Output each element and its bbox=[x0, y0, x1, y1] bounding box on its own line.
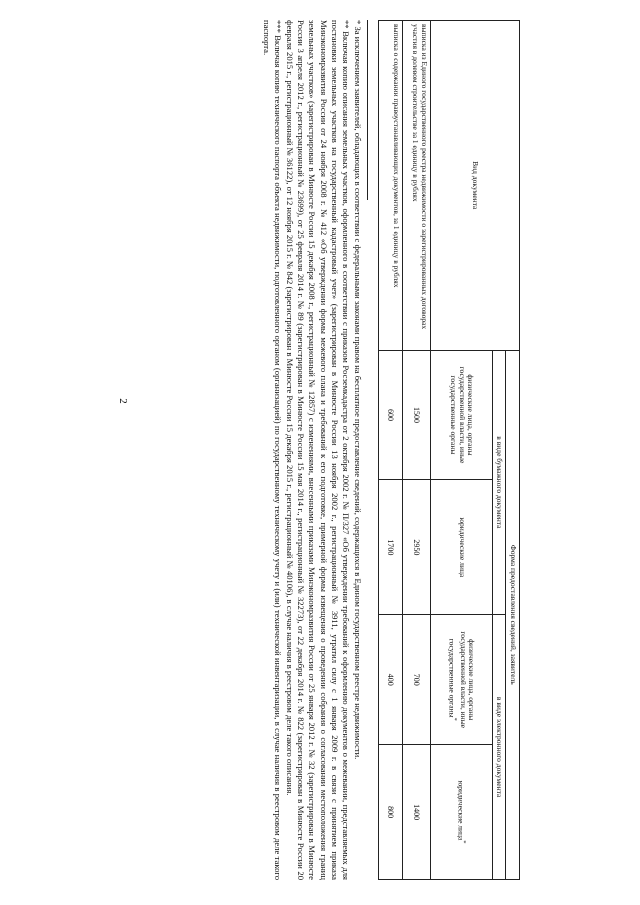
footnote-1: * За исключением заявителей, обладающих в соответствии с федеральными законами правом на бесплатное предоставление сведений, содержащихся в Едином государственном реестре недвижимости. bbox=[352, 20, 363, 760]
header-paper-legal: юридические лица bbox=[430, 480, 492, 615]
header-paper: в виде бумажного документа bbox=[492, 350, 506, 615]
row-1-e-phys: 700 bbox=[402, 615, 430, 745]
row-1-e-legal: 1400 bbox=[402, 745, 430, 880]
header-electronic-legal-text: юридические лица bbox=[456, 780, 466, 841]
rotated-page-content bbox=[160, 20, 520, 880]
row-2-paper-phys: 600 bbox=[378, 350, 402, 480]
header-electronic-legal bbox=[430, 745, 492, 880]
footnote-divider bbox=[367, 20, 368, 200]
footnote-mark: * bbox=[451, 717, 459, 721]
footnote-2: ** Включая копию описания земельных участков, оформленного в соответствии с приказом Росземкадастра от 2 октября 2002 г. № П/327 «Об утверждении требований к оформлению документов о межевании, представляемых для постановки земельных участков на государственный кадастровый учет» (зарегистрирован в Минюсте России 13 ноября 2002 г., регистрационный № 3911, утратил силу с 1 января 2009 г. в связи с принятием приказа Минэкономразвития России от 24 ноября 2008 г. № 412 «Об утверждении формы межевого плана и требований к его подготовке, примерной формы извещения о проведении собрания о согласовании местоположения границ земельных участков» (зарегистрирован в Минюсте России 15 декабря 2008 г., регистрационный № 12857) с изменениями, внесенными приказами Минэкономразвития России от 25 января 2012 г. № 32 (зарегистрирован в Минюсте России 3 апреля 2012 г., регистрационный № 23699), от 25 февраля 2014 г. № 89 (зарегистрирован в Минюсте России 15 мая 2014 г., регистрационный № 32273), от 22 декабря 2014 г. № 822 (зарегистрирован в Минюсте России 20 февраля 2015 г., регистрационный № 36122), от 12 ноября 2015 г. № 842 (зарегистрирован в Минюсте России 15 декабря 2015 г., регистрационный № 40106), в случае наличия в реестровом деле такого описания. bbox=[284, 20, 352, 880]
header-electronic: в виде электронного документа bbox=[492, 615, 506, 880]
footnote-mark: * bbox=[459, 840, 467, 844]
header-form: Форма предоставления сведений, заявитель bbox=[506, 350, 520, 879]
row-1-paper-phys: 1500 bbox=[402, 350, 430, 480]
page-number: 2 bbox=[116, 398, 129, 404]
header-doc-type: Вид документа bbox=[430, 21, 519, 351]
footnotes bbox=[261, 20, 368, 880]
row-1-paper-legal: 2950 bbox=[402, 480, 430, 615]
row-2-e-legal: 800 bbox=[378, 745, 402, 880]
header-electronic-phys-text: физические лица, органы государственной власти, иные государственные органы bbox=[447, 631, 477, 728]
footnote-3: *** Включая копию технического паспорта объекта недвижимости, подготовленного органом (организацией) по государственному техническому учету и (или) технической инвентаризации, в случае наличия в реестровом деле такого паспорта. bbox=[262, 20, 284, 880]
header-electronic-phys bbox=[430, 615, 492, 745]
fee-table bbox=[378, 20, 520, 880]
row-2-name: выписка о содержании правоустанавливающих документов, за 1 единицу в рублях bbox=[378, 21, 402, 351]
header-paper-phys: физические лица, органы государственной власти, иные государственные органы bbox=[430, 350, 492, 480]
row-1-name: выписка из Единого государственного реестра недвижимости о зарегистрированных договорах участия в долевом строительстве за 1 единицу в рублях bbox=[402, 21, 430, 351]
row-2-paper-legal: 1700 bbox=[378, 480, 402, 615]
row-2-e-phys: 400 bbox=[378, 615, 402, 745]
